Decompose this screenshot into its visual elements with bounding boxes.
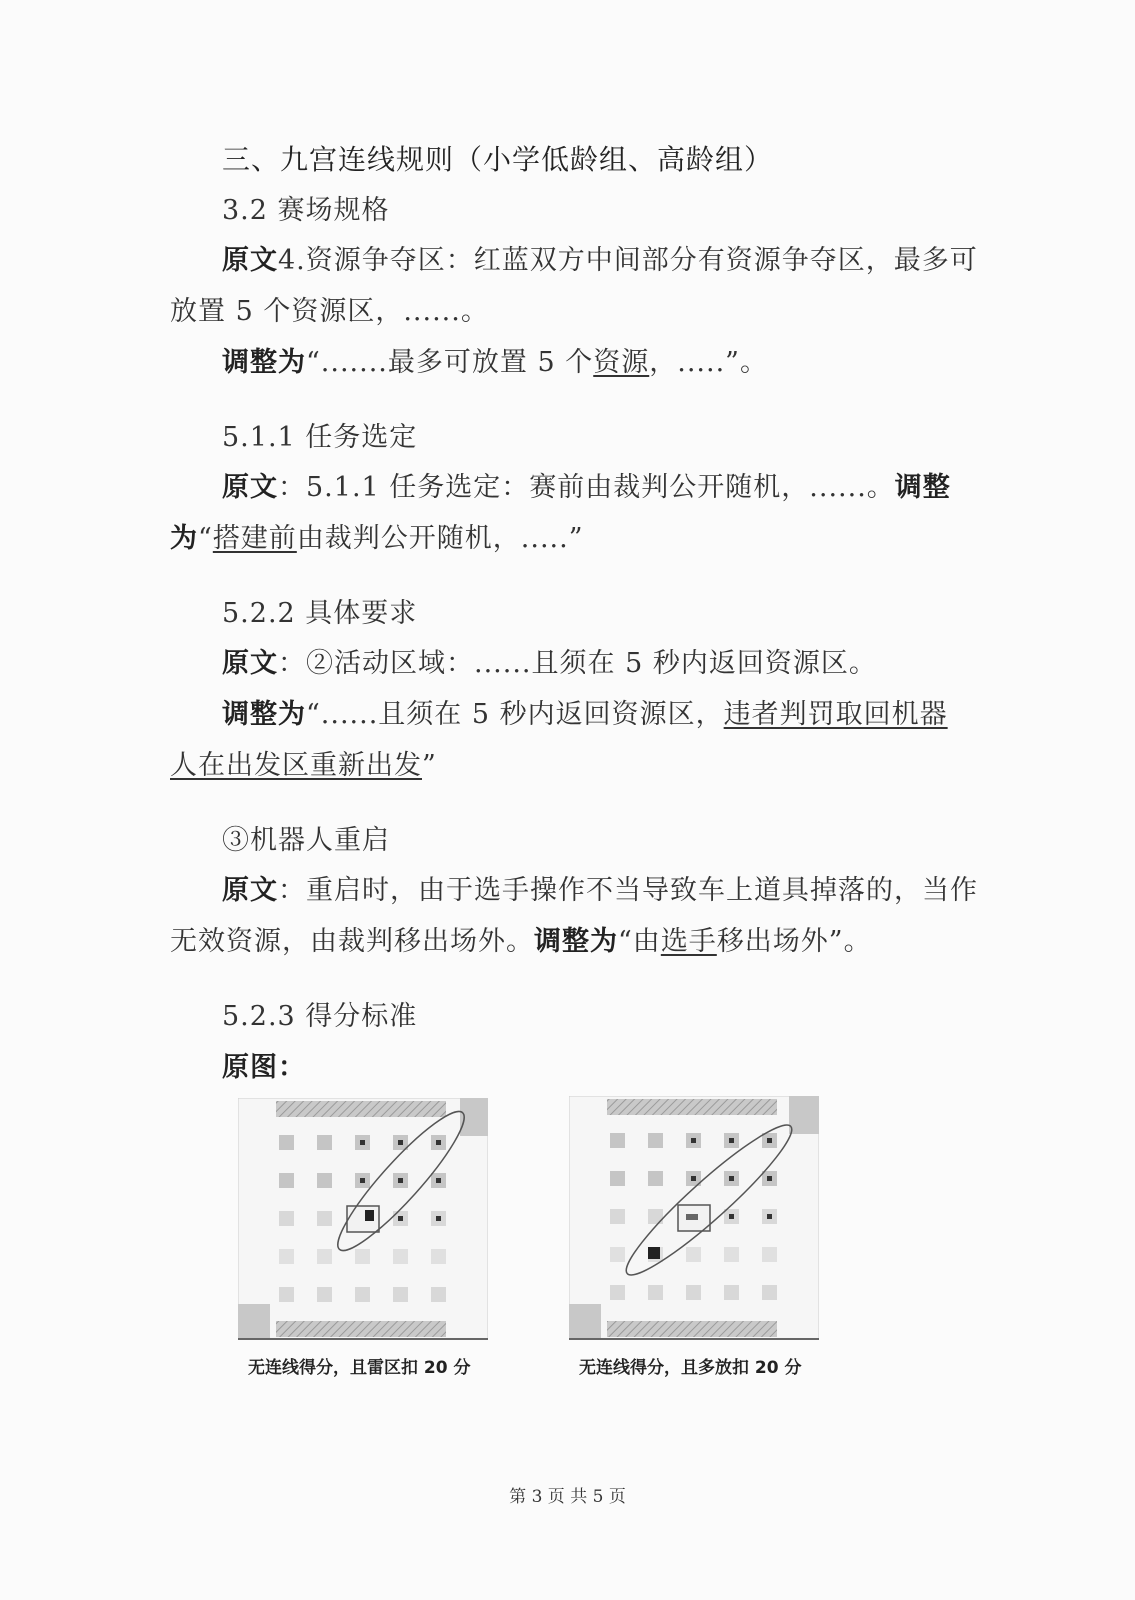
subsection-title-5-1-1: 5.1.1 任务选定 bbox=[222, 422, 418, 453]
underlined-change: 人在出发区重新出发 bbox=[170, 750, 422, 781]
extra-placed-resource bbox=[648, 1247, 660, 1259]
paragraph-line: 原文：重启时，由于选手操作不当导致车上道具掉落的，当作 bbox=[222, 875, 978, 906]
adjust-label: 调整 bbox=[894, 472, 951, 503]
subsection-title-5-2-3: 5.2.3 得分标准 bbox=[222, 1001, 418, 1032]
figure-caption: 无连线得分，且雷区扣 20 分 bbox=[248, 1358, 471, 1378]
underlined-change: 选手 bbox=[660, 926, 717, 957]
figure-caption: 无连线得分，且多放扣 20 分 bbox=[579, 1358, 802, 1378]
underlined-change: 违者判罚取回机器 bbox=[723, 699, 948, 730]
corner-zone-bottom-left bbox=[238, 1304, 270, 1340]
bottom-zone-bar bbox=[276, 1321, 446, 1337]
corner-zone-bottom-left bbox=[569, 1304, 601, 1340]
original-label: 原文 bbox=[222, 875, 278, 906]
paragraph-line: 为“搭建前由裁判公开随机，.....” bbox=[170, 523, 584, 554]
paragraph-line: 原文：5.1.1 任务选定：赛前由裁判公开随机，......。调整 bbox=[222, 472, 951, 503]
paragraph-line: 放置 5 个资源区，......。 bbox=[170, 296, 489, 327]
center-marker bbox=[686, 1214, 698, 1220]
section-heading: 三、九宫连线规则（小学低龄组、高龄组） bbox=[222, 143, 774, 176]
subsection-title-3-2: 3.2 赛场规格 bbox=[222, 195, 390, 226]
bottom-zone-bar bbox=[607, 1321, 777, 1337]
original-label: 原文 bbox=[222, 472, 278, 503]
top-zone-bar bbox=[607, 1099, 777, 1115]
paragraph-line: 无效资源，由裁判移出场外。调整为“由选手移出场外”。 bbox=[170, 926, 872, 957]
center-box bbox=[347, 1206, 379, 1232]
placed-resource bbox=[365, 1210, 374, 1221]
underlined-change: 资源 bbox=[593, 347, 650, 378]
figure-label: 原图： bbox=[222, 1052, 306, 1083]
subsection-title-restart: ③机器人重启 bbox=[222, 825, 390, 856]
original-label: 原文 bbox=[222, 245, 278, 276]
diagram-grid-minefield bbox=[238, 1098, 488, 1340]
adjust-label: 调整为 bbox=[534, 926, 618, 957]
page-footer: 第 3 页 共 5 页 bbox=[509, 1487, 626, 1507]
diagram-grid-extra-placement bbox=[569, 1096, 819, 1340]
paragraph-line: 调整为“......且须在 5 秒内返回资源区，违者判罚取回机器 bbox=[222, 699, 948, 730]
top-zone-bar bbox=[276, 1101, 446, 1117]
adjust-label: 调整为 bbox=[222, 699, 306, 730]
subsection-title-5-2-2: 5.2.2 具体要求 bbox=[222, 598, 418, 629]
corner-zone-top-right bbox=[789, 1096, 819, 1134]
paragraph-line: 人在出发区重新出发” bbox=[170, 750, 437, 781]
original-text: 4.资源争夺区：红蓝双方中间部分有资源争夺区，最多可 bbox=[278, 245, 978, 276]
paragraph-line: 调整为“.......最多可放置 5 个资源，.....”。 bbox=[222, 347, 768, 378]
adjust-label: 调整为 bbox=[222, 347, 306, 378]
paragraph-line: 原文：②活动区域：......且须在 5 秒内返回资源区。 bbox=[222, 648, 877, 679]
paragraph-line bbox=[222, 243, 978, 279]
underlined-change: 搭建前 bbox=[212, 523, 297, 554]
original-label: 原文 bbox=[222, 648, 278, 679]
